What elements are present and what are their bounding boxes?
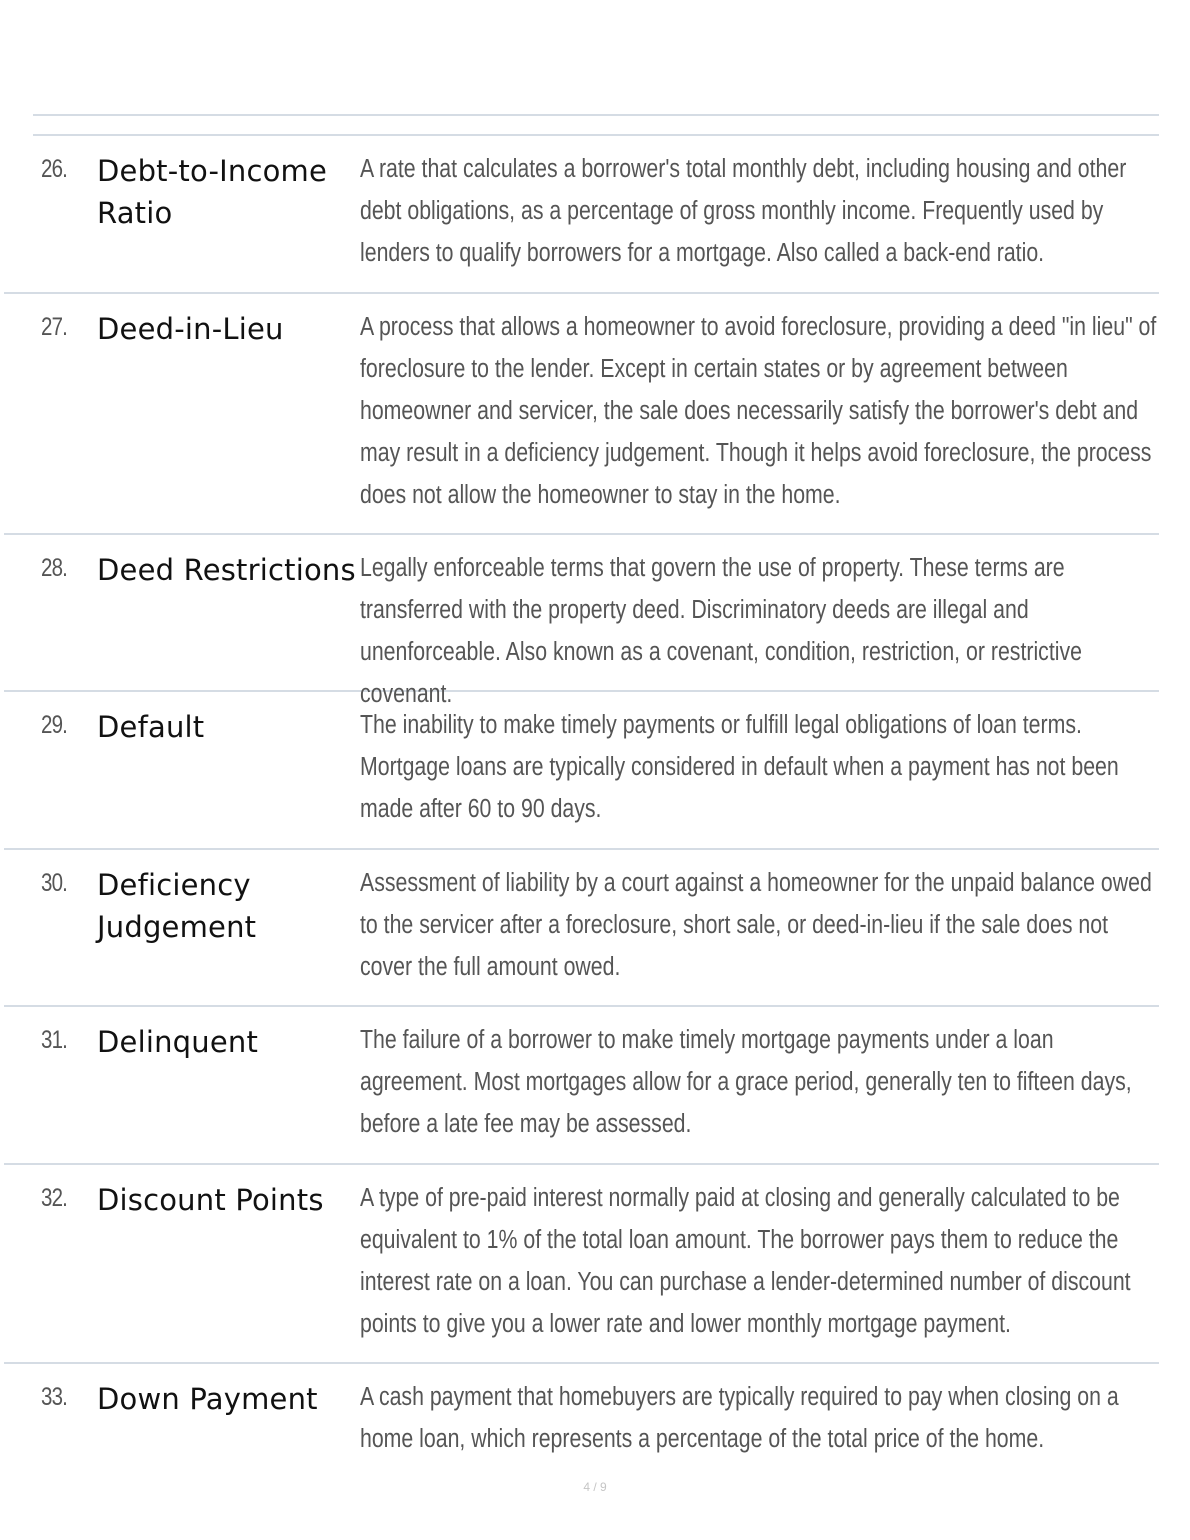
entry-definition: Assessment of liability by a court against a homeowner for the unpaid balance owed to the servicer after a foreclosure, short sale, or deed-in-lieu if the sale does not cover the full amount owed. — [360, 869, 1152, 981]
entry-number: 27. — [41, 313, 68, 341]
entry-number: 31. — [41, 1026, 68, 1054]
entry-term: Default — [97, 710, 205, 744]
entry-number: 32. — [41, 1184, 68, 1212]
entry-number: 28. — [41, 554, 68, 582]
entry-number: 33. — [41, 1383, 68, 1411]
glossary-entry — [4, 692, 1159, 850]
glossary-entry — [4, 1364, 1159, 1474]
glossary-list — [0, 136, 1190, 1474]
glossary-entry — [4, 1007, 1159, 1165]
entry-number: 26. — [41, 155, 68, 183]
glossary-entry — [4, 535, 1159, 708]
entry-term: Delinquent — [97, 1025, 259, 1059]
entry-definition: A rate that calculates a borrower's total monthly debt, including housing and other debt obligations, as a percentage of gross monthly income. Frequently used by lenders to qualify borrowers for a mortgage. Also called a back-end ratio. — [360, 155, 1127, 267]
entry-term: Down Payment — [97, 1382, 318, 1416]
glossary-entry — [4, 850, 1159, 1007]
top-divider — [33, 114, 1159, 116]
entry-definition: The inability to make timely payments or fulfill legal obligations of loan terms. Mortgage loans are typically considered in default when a payment has not been made after 60 to 90 days. — [360, 711, 1119, 823]
entry-term: Deed Restrictions — [97, 553, 356, 587]
entry-number: 30. — [41, 869, 68, 897]
glossary-entry — [4, 136, 1159, 294]
glossary-entry — [4, 1165, 1159, 1364]
entry-definition: A cash payment that homebuyers are typically required to pay when closing on a home loan, which represents a percentage of the total price of the home. — [360, 1383, 1119, 1453]
entry-definition: Legally enforceable terms that govern the use of property. These terms are transferred with the property deed. Discriminatory deeds are illegal and unenforceable. Also known as a covenant, condition, restriction, or restrictive covenant. — [360, 554, 1082, 708]
glossary-entry — [4, 294, 1159, 535]
entry-term: Deed-in-Lieu — [97, 312, 284, 346]
entry-definition: The failure of a borrower to make timely mortgage payments under a loan agreement. Most mortgages allow for a grace period, generally ten to fifteen days, before a late fee may be assessed. — [360, 1026, 1132, 1138]
page-indicator: 4 / 9 — [583, 1480, 607, 1494]
entry-definition: A type of pre-paid interest normally paid at closing and generally calculated to be equivalent to 1% of the total loan amount. The borrower pays them to reduce the interest rate on a loan. You can purchase a lender-determined number of discount points to give you a lower rate and lower monthly mortgage payment. — [360, 1184, 1131, 1338]
entry-term: Deficiency Judgement — [97, 868, 257, 944]
entry-term: Debt-to-Income Ratio — [97, 154, 328, 230]
entry-definition: A process that allows a homeowner to avoid foreclosure, providing a deed "in lieu" of foreclosure to the lender. Except in certain states or by agreement between homeowner and servicer, the sale does necessarily satisfy the borrower's debt and may result in a deficiency judgement. Though it helps avoid foreclosure, the process does not allow the homeowner to stay in the home. — [360, 313, 1157, 509]
entry-number: 29. — [41, 711, 68, 739]
entry-term: Discount Points — [97, 1183, 324, 1217]
